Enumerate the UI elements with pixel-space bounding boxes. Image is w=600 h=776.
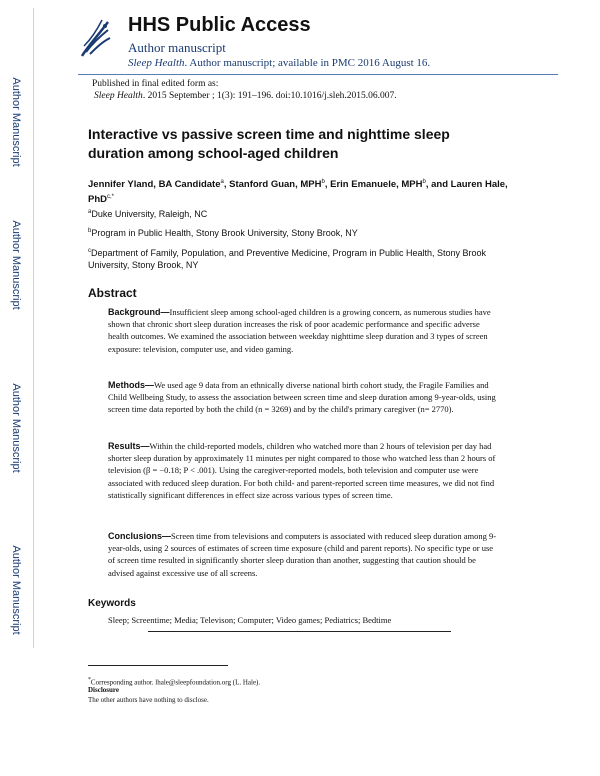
repository-title: HHS Public Access [128,14,311,36]
header-rule [78,74,558,75]
side-label-2: Author Manuscript [10,220,22,310]
affiliation-c: $^c$Department of Family, Population, and Preventive Medicine, Program in Public Health, Stony Brook University, Stony Brook, NY [88,248,487,270]
abstract-methods: Methods—We used age 9 data from an ethnically diverse national birth cohort study, the Fragile Families and Child Wellbeing Study, to assess the association between screen time and sleep duration among 9-year-olds, using screen time data reported by both the child (n = 3269) and by the child's primary caregiver (n= 2770). [108,380,496,415]
availability-line: Sleep Health. Author manuscript; available in PMC 2016 August 16. [128,57,431,69]
side-label-3: Author Manuscript [10,383,22,473]
disclosure-heading: Disclosure [88,686,119,694]
disclosure-text: The other authors have nothing to disclose. [88,696,209,704]
affiliation-a: $^a$Duke University, Raleigh, NC [88,209,208,219]
manuscript-label: Author manuscript [128,40,226,55]
margin-rule [33,8,34,648]
footnote-rule [88,665,228,666]
side-label-4: Author Manuscript [10,545,22,635]
hhs-eagle-logo-icon [78,16,112,60]
abstract-background: Background—Insufficient sleep among school-aged children is a growing concern, as numerous studies have shown that chronic short sleep duration increases the risk of poor academic performance and specific adverse health outcomes. We examined the association between weekday nighttime sleep duration and 3 types of screen exposure: television, computer use, and video gaming. [108,307,491,354]
publication-info: Published in final edited form as: Sleep Health. 2015 September ; 1(3): 191–196. doi:10.1016/j.sleh.2015.06.007. [92,79,397,101]
abstract-conclusions: Conclusions—Screen time from televisions and computers is associated with reduced sleep duration among 9-year-olds, using 2 sources of estimates of screen time exposure (child and parent reports). No specific type or use of screen time resulted in significantly shorter sleep duration than another, suggesting that caution should be advised against excessive use of all screens. [108,531,497,578]
abstract-heading: Abstract [88,286,137,300]
corresponding-author-note: *Corresponding author. lhale@sleepfoundation.org (L. Hale). [88,677,261,687]
keywords-list: Sleep; Screentime; Media; Televison; Computer; Video games; Pediatrics; Bedtime [108,615,392,625]
affiliation-b: $^b$Program in Public Health, Stony Brook University, Stony Brook, NY [88,228,358,238]
abstract-results: Results—Within the child-reported models, children who watched more than 2 hours of television per day had shorter sleep duration by approximately 11 minutes per night compared to those who watched less than 2 hours of television (β = −0.18; P < .001). Using the caregiver-reported models, both television and computer use were associated with reduced sleep duration. For both child- and parent-reported screen time measures, we did not find statistically significant differences in effect size across various types of screen time. [108,441,496,500]
keywords-heading: Keywords [88,598,136,609]
keywords-rule [148,631,451,632]
article-title: Interactive vs passive screen time and nighttime sleep duration among school-aged children [88,126,450,161]
side-label-1: Author Manuscript [10,77,22,167]
author-list: Jennifer Yland, BA Candidate$^a$, Stanford Guan, MPH$^b$, Erin Emanuele, MPH$^b$, and Lauren Hale, PhD$^{c,*}$ [88,179,508,206]
